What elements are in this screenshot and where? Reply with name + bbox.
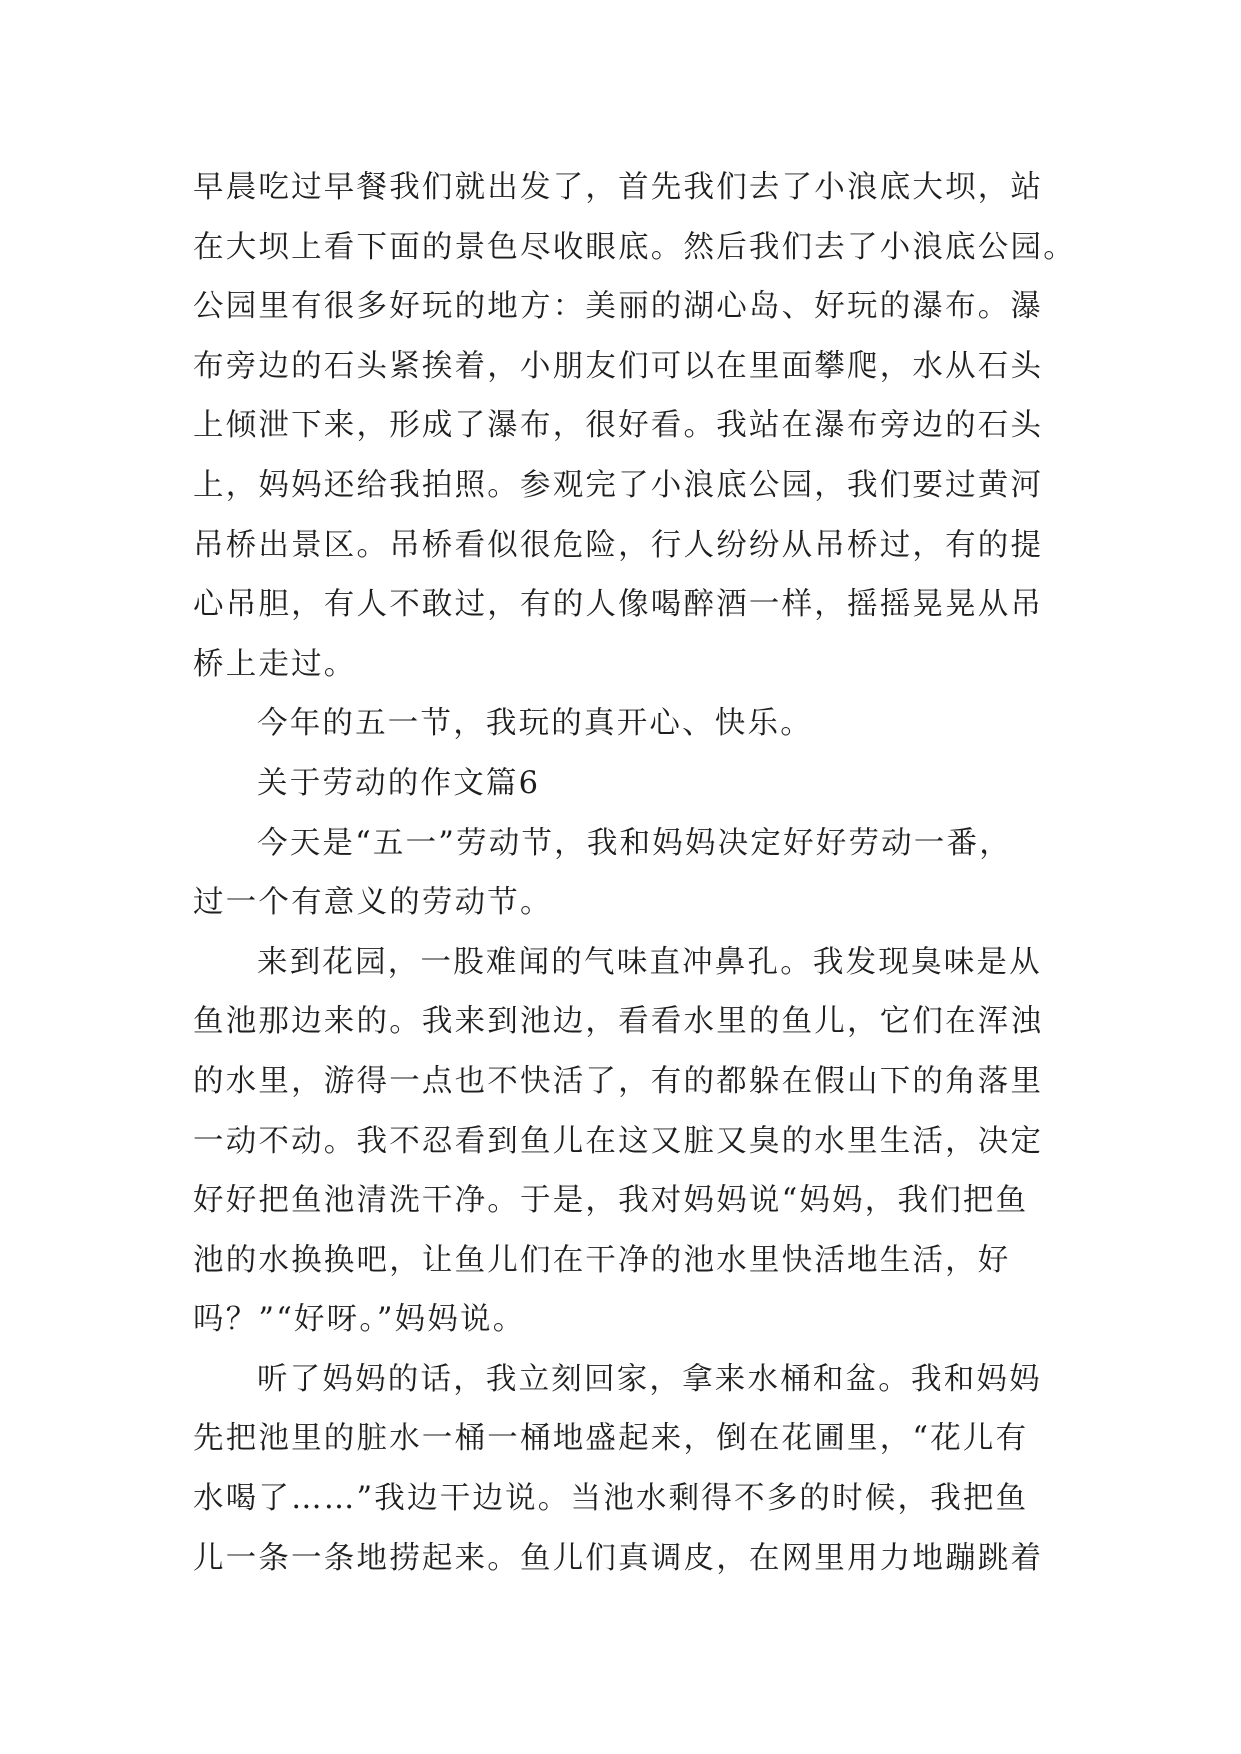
text-line: 过一个有意义的劳动节。: [193, 885, 553, 921]
text-line: 早晨吃过早餐我们就出发了，首先我们去了小浪底大坝，站: [193, 170, 1044, 205]
text-line: 布旁边的石头紧挨着，小朋友们可以在里面攀爬，水从石头: [193, 348, 1044, 384]
text-line: 桥上走过。: [193, 646, 357, 682]
text-line: 水喝了……”我边干边说。当池水剩得不多的时候，我把鱼: [193, 1481, 1029, 1517]
text-line: 好好把鱼池清洗干净。于是，我对妈妈说“妈妈，我们把鱼: [193, 1183, 1029, 1219]
paragraph-first-line: 听了妈妈的话，我立刻回家，拿来水桶和盆。我和妈妈: [257, 1361, 1042, 1397]
text-line: 在大坝上看下面的景色尽收眼底。然后我们去了小浪底公园。: [193, 229, 1076, 265]
text-line: 吗？”“好呀。”妈妈说。: [193, 1302, 526, 1338]
essay-heading: 关于劳动的作文篇6: [257, 765, 541, 801]
paragraph-first-line: 今天是“五一”劳动节，我和妈妈决定好好劳动一番，: [257, 825, 1012, 861]
text-line: 上倾泄下来，形成了瀑布，很好看。我站在瀑布旁边的石头: [193, 408, 1044, 444]
text-line: 儿一条一条地捞起来。鱼儿们真调皮，在网里用力地蹦跳着: [193, 1540, 1044, 1576]
text-line: 池的水换换吧，让鱼儿们在干净的池水里快活地生活，好: [193, 1242, 1011, 1278]
text-line: 吊桥出景区。吊桥看似很危险，行人纷纷从吊桥过，有的提: [193, 527, 1044, 563]
text-line: 鱼池那边来的。我来到池边，看看水里的鱼儿，它们在浑浊: [193, 1004, 1044, 1040]
paragraph-first-line: 来到花园，一股难闻的气味直冲鼻孔。我发现臭味是从: [257, 944, 1042, 980]
text-line: 心吊胆，有人不敢过，有的人像喝醉酒一样，摇摇晃晃从吊: [193, 587, 1044, 623]
text-line: 先把池里的脏水一桶一桶地盛起来，倒在花圃里，“花儿有: [193, 1421, 1029, 1457]
essay-text: [193, 158, 1076, 1588]
text-line: 的水里，游得一点也不快活了，有的都躲在假山下的角落里: [193, 1063, 1044, 1099]
paragraph-first-line: 今年的五一节，我玩的真开心、快乐。: [257, 706, 813, 742]
text-line: 公园里有很多好玩的地方：美丽的湖心岛、好玩的瀑布。瀑: [193, 289, 1044, 325]
text-line: 上，妈妈还给我拍照。参观完了小浪底公园，我们要过黄河: [193, 467, 1044, 503]
text-line: 一动不动。我不忍看到鱼儿在这又脏又臭的水里生活，决定: [193, 1123, 1044, 1159]
